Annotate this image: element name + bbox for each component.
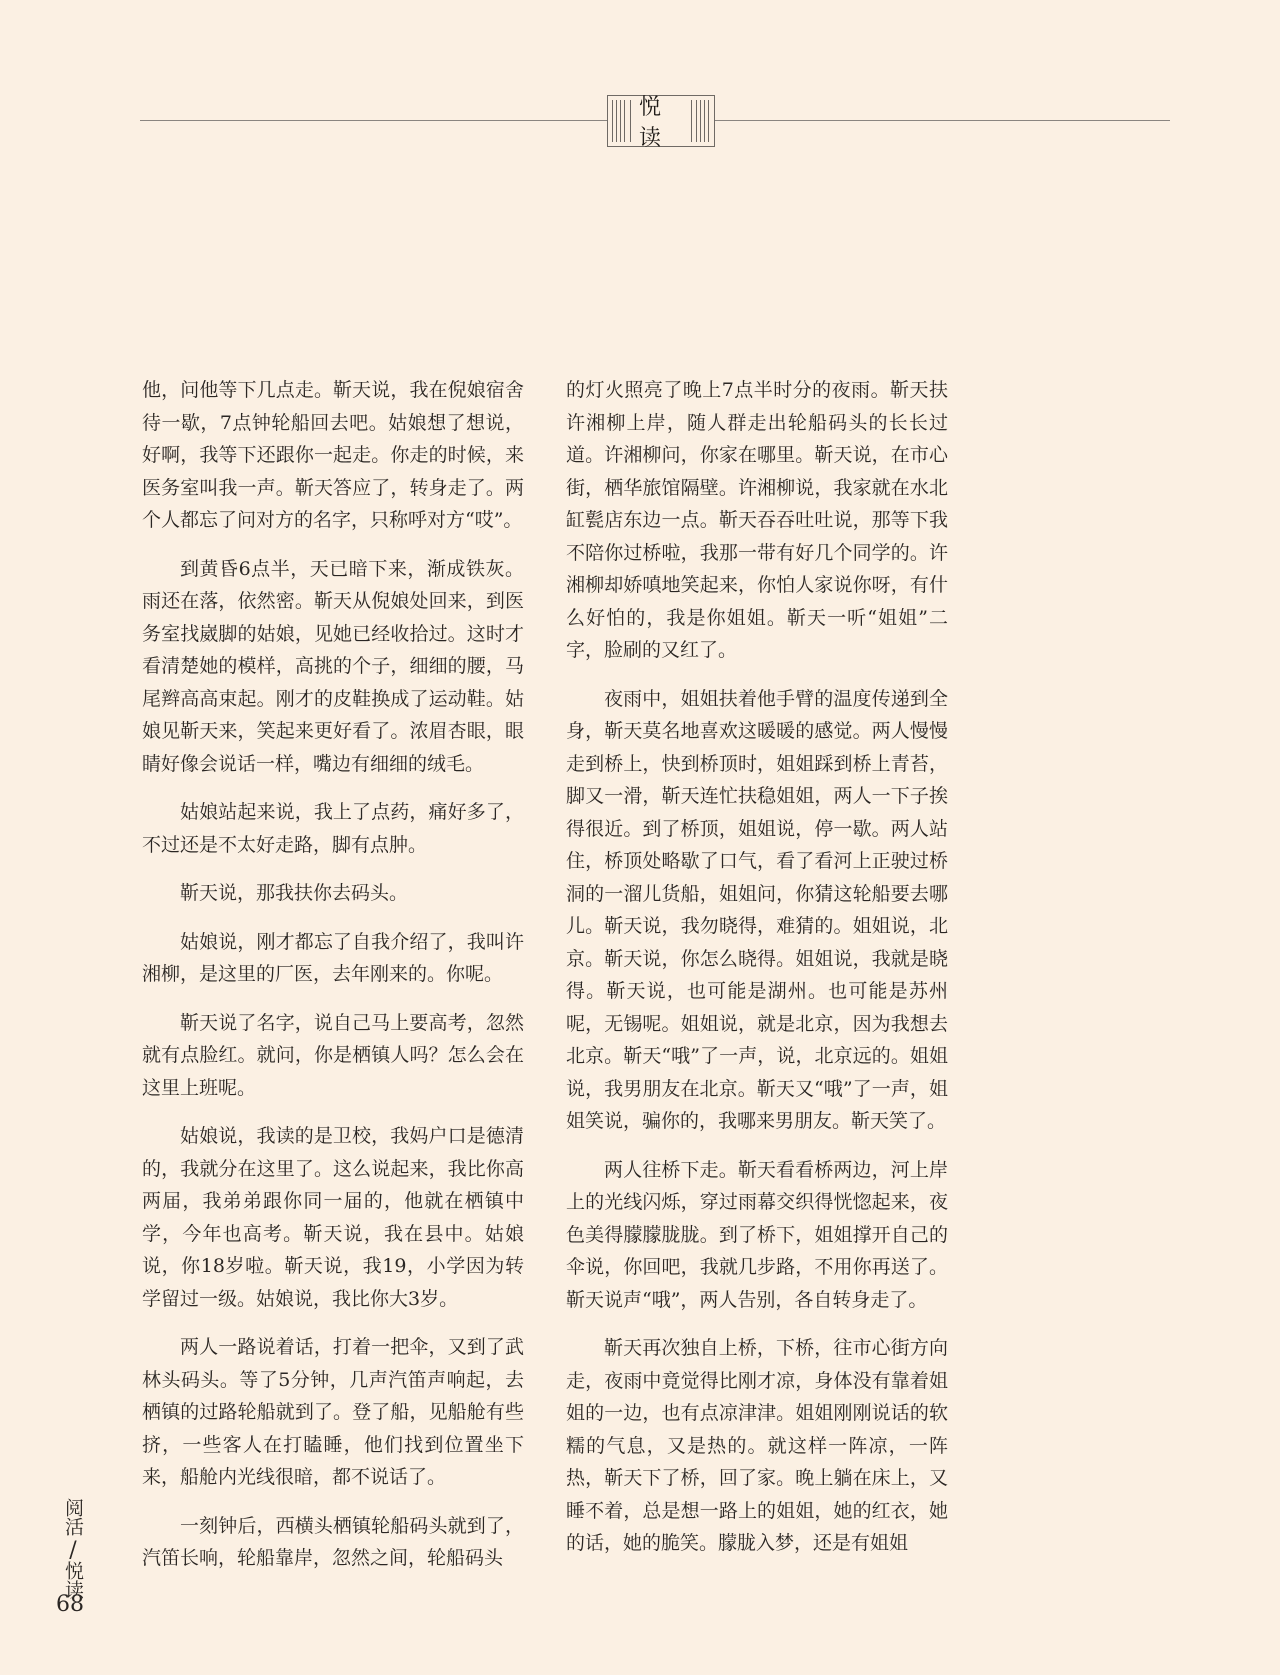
paragraph: 姑娘站起来说，我上了点药，痛好多了，不过还是不太好走路，脚有点肿。 bbox=[142, 801, 524, 856]
text-column-left bbox=[142, 374, 524, 1591]
header-rule-left bbox=[140, 120, 608, 121]
paragraph: 姑娘说，我读的是卫校，我妈户口是德清的，我就分在这里了。这么说起来，我比你高两届，我弟弟跟你同一届的，他就在栖镇中学，今年也高考。靳天说，我在县中。姑娘说，你18岁啦。靳天说，我19，小学因为转学留过一级。姑娘说，我比你大3岁。 bbox=[142, 1125, 524, 1310]
magazine-name-a: 阅活 bbox=[62, 1498, 84, 1536]
header-rule-right bbox=[715, 120, 1170, 121]
paragraph: 一刻钟后，西横头栖镇轮船码头就到了，汽笛长响，轮船靠岸，忽然之间，轮船码头 bbox=[142, 1514, 524, 1569]
page-number: 68 bbox=[56, 1592, 84, 1617]
badge-rail-right bbox=[696, 100, 710, 142]
badge-rail-left bbox=[612, 100, 626, 142]
paragraph: 靳天说，那我扶你去码头。 bbox=[180, 882, 409, 904]
magazine-label bbox=[60, 1498, 86, 1604]
paragraph: 两人往桥下走。靳天看看桥两边，河上岸上的光线闪烁，穿过雨幕交织得恍惚起来，夜色美得朦朦胧胧。到了桥下，姐姐撑开自己的伞说，你回吧，我就几步路，不用你再送了。靳天说声“哦”，两人告别，各自转身走了。 bbox=[566, 1158, 948, 1311]
paragraph: 姑娘说，刚才都忘了自我介绍了，我叫许湘柳，是这里的厂医，去年刚来的。你呢。 bbox=[142, 930, 524, 985]
section-badge bbox=[607, 95, 715, 151]
paragraph: 的灯火照亮了晚上7点半时分的夜雨。靳天扶许湘柳上岸，随人群走出轮船码头的长长过道。许湘柳问，你家在哪里。靳天说，在市心街，栖华旅馆隔壁。许湘柳说，我家就在水北缸甏店东边一点。靳天吞吞吐吐说，那等下我不陪你过桥啦，我那一带有好几个同学的。许湘柳却娇嗔地笑起来，你怕人家说你呀，有什么好怕的，我是你姐姐。靳天一听“姐姐”二字，脸刷的又红了。 bbox=[566, 379, 948, 661]
text-column-right bbox=[566, 374, 948, 1576]
paragraph: 靳天说了名字，说自己马上要高考，忽然就有点脸红。就问，你是栖镇人吗？怎么会在这里上班呢。 bbox=[142, 1011, 524, 1099]
paragraph: 靳天再次独自上桥，下桥，往市心街方向走，夜雨中竟觉得比刚才凉，身体没有靠着姐姐的一边，也有点凉津津。姐姐刚刚说话的软糯的气息，又是热的。就这样一阵凉，一阵热，靳天下了桥，回了家。晚上躺在床上，又睡不着，总是想一路上的姐姐，她的红衣，她的话，她的脆笑。朦胧入梦，还是有姐姐 bbox=[566, 1337, 948, 1554]
paragraph: 两人一路说着话，打着一把伞，又到了武林头码头。等了5分钟，几声汽笛声响起，去栖镇的过路轮船就到了。登了船，见船舱有些挤，一些客人在打瞌睡，他们找到位置坐下来，船舱内光线很暗，都不说话了。 bbox=[142, 1336, 524, 1488]
magazine-name-b: 悦读 bbox=[62, 1561, 84, 1599]
magazine-slash: / bbox=[69, 1538, 77, 1563]
paragraph: 到黄昏6点半，天已暗下来，渐成铁灰。雨还在落，依然密。靳天从倪娘处回来，到医务室找崴脚的姑娘，见她已经收拾过。这时才看清楚她的模样，高挑的个子，细细的腰，马尾辫高高束起。刚才的皮鞋换成了运动鞋。姑娘见靳天来，笑起来更好看了。浓眉杏眼，眼睛好像会说话一样，嘴边有细细的绒毛。 bbox=[142, 557, 524, 775]
section-title: 悦读 bbox=[630, 100, 692, 142]
paragraph: 夜雨中，姐姐扶着他手臂的温度传递到全身，靳天莫名地喜欢这暖暖的感觉。两人慢慢走到桥上，快到桥顶时，姐姐踩到桥上青苔，脚又一滑，靳天连忙扶稳姐姐，两人一下子挨得很近。到了桥顶，姐姐说，停一歇。两人站住，桥顶处略歇了口气，看了看河上正驶过桥洞的一溜儿货船，姐姐问，你猜这轮船要去哪儿。靳天说，我勿晓得，难猜的。姐姐说，北京。靳天说，你怎么晓得。姐姐说，我就是晓得。靳天说，也可能是湖州。也可能是苏州呢，无锡呢。姐姐说，就是北京，因为我想去北京。靳天“哦”了一声，说，北京远的。姐姐说，我男朋友在北京。靳天又“哦”了一声，姐姐笑说，骗你的，我哪来男朋友。靳天笑了。 bbox=[566, 687, 948, 1132]
paragraph: 他，问他等下几点走。靳天说，我在倪娘宿舍待一歇，7点钟轮船回去吧。姑娘想了想说，好啊，我等下还跟你一起走。你走的时候，来医务室叫我一声。靳天答应了，转身走了。两个人都忘了问对方的名字，只称呼对方“哎”。 bbox=[142, 379, 524, 531]
